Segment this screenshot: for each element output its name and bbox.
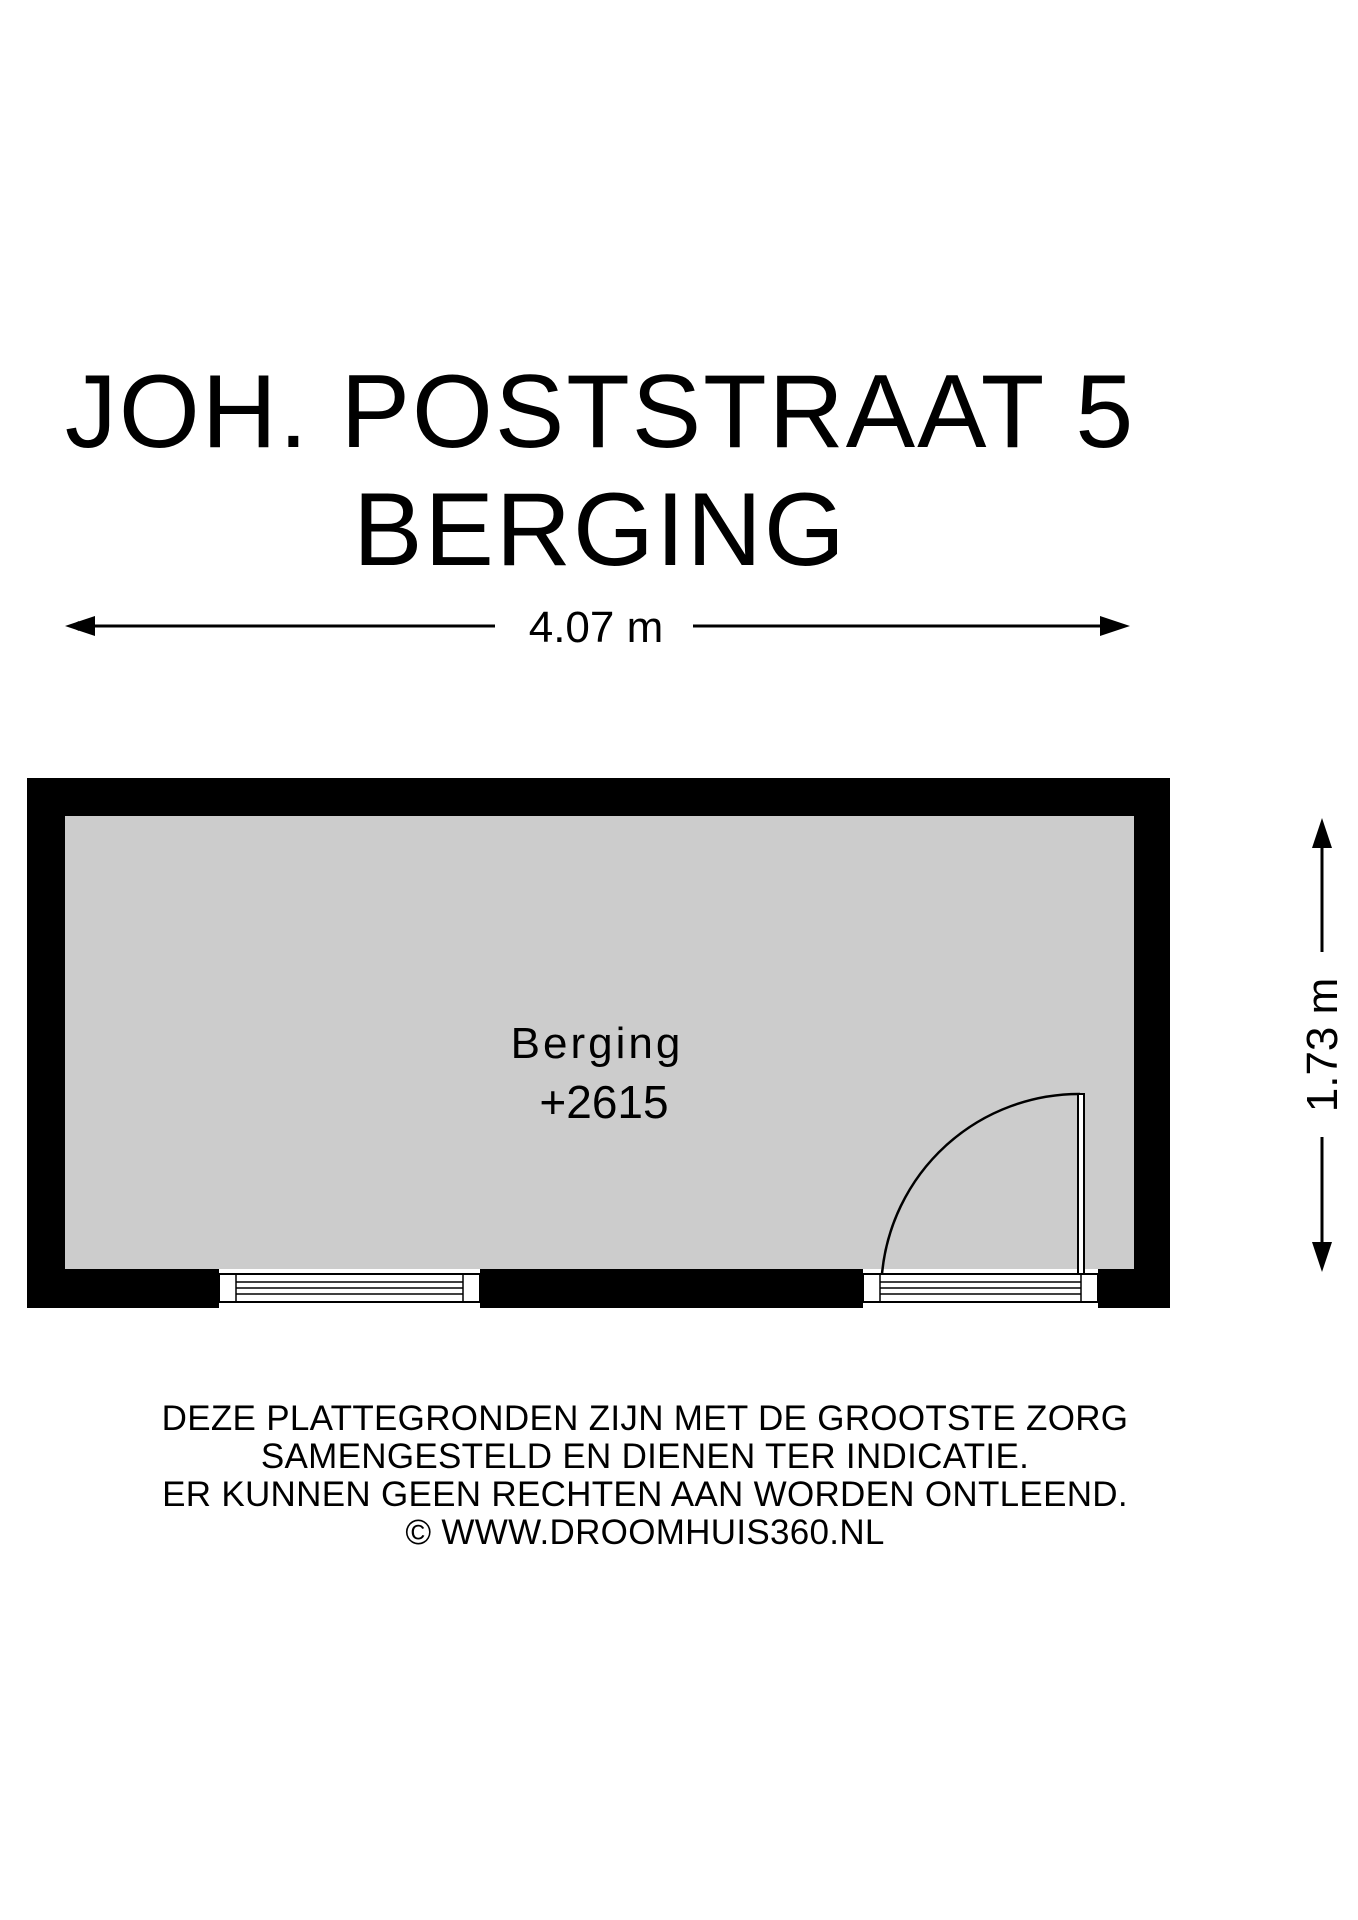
- plan-title-room: BERGING: [353, 472, 847, 588]
- width-dimension: [65, 603, 1130, 652]
- plan-title-address: JOH. POSTSTRAAT 5: [64, 354, 1136, 470]
- room-name-label: Berging: [510, 1019, 684, 1068]
- wall-right: [1134, 778, 1170, 1308]
- room-level-label: +2615: [539, 1076, 669, 1128]
- window: [219, 1269, 480, 1308]
- disclaimer-line-3: ER KUNNEN GEEN RECHTEN AAN WORDEN ONTLEEND.: [162, 1475, 1128, 1514]
- height-arrow-bottom: [1312, 1242, 1332, 1272]
- disclaimer-copyright: © WWW.DROOMHUIS360.NL: [405, 1513, 885, 1552]
- wall-bottom-left: [27, 1269, 219, 1308]
- disclaimer-line-2: SAMENGESTELD EN DIENEN TER INDICATIE.: [260, 1437, 1030, 1476]
- height-dimension-label: 1.73 m: [1298, 977, 1347, 1113]
- wall-bottom-middle: [480, 1269, 863, 1308]
- width-arrow-left: [65, 616, 95, 636]
- width-arrow-right: [1100, 616, 1130, 636]
- disclaimer-line-1: DEZE PLATTEGRONDEN ZIJN MET DE GROOTSTE ZORG: [161, 1399, 1129, 1438]
- wall-bottom-right: [1098, 1269, 1170, 1308]
- wall-top: [27, 778, 1170, 816]
- width-dimension-label: 4.07 m: [528, 603, 664, 652]
- door-leaf: [1078, 1094, 1084, 1274]
- wall-left: [27, 778, 65, 1308]
- height-arrow-top: [1312, 818, 1332, 848]
- height-dimension: [1298, 818, 1347, 1272]
